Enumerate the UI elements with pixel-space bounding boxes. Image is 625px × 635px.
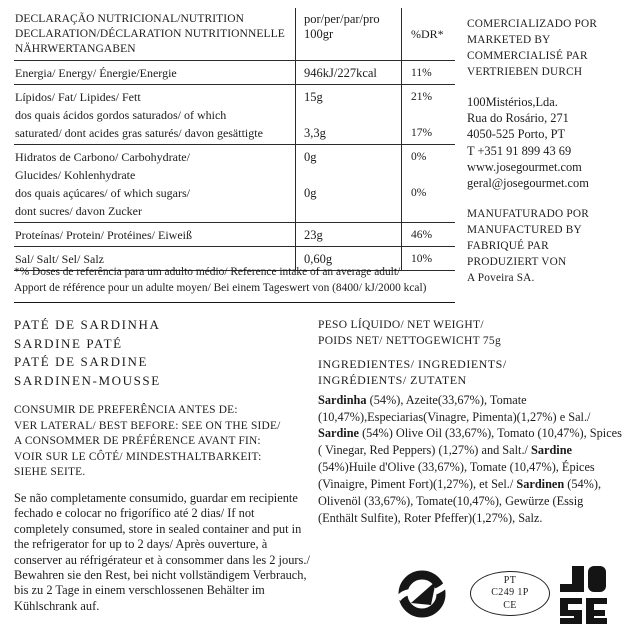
nutrient-label: Energia/ Energy/ Énergie/Energie — [15, 65, 177, 80]
net-weight: PESO LÍQUIDO/ NET WEIGHT/ POIDS NET/ NETTOGEWICHT 75g — [318, 319, 502, 347]
jose-gourmet-logo — [560, 566, 608, 624]
email: geral@josegourmet.com — [467, 176, 589, 191]
table-row-fat — [14, 85, 455, 145]
nutrient-percent: 0% 0% — [401, 145, 455, 222]
table-row-protein — [14, 223, 455, 247]
phone-number: T +351 91 899 43 69 — [467, 143, 572, 158]
nutrient-value: 946kJ/227kcal — [295, 61, 401, 84]
storage-instructions: Se não completamente consumido, guardar em recipiente fechado e colocar no frigorífico até 2 dias/ If not completely consumed, store in sealed container and put in the refrigerator for up to 2 days/ Après ouverture, à conserver au réfrigérateur et à consommer dans les 2 jours./ Bewahren sie den Rest, bei nicht vollständigem Verbrauch, bis zu 2 Tage in einem verschlossenen Behälter im Kühlschrank auf. — [14, 490, 310, 613]
ce-certification-oval — [470, 571, 550, 616]
nutrient-percent: 11% — [401, 61, 455, 84]
marketed-by-block: COMERCIALIZADO POR MARKETED BY COMMERCIALISÉ PAR VERTRIEBEN DURCH — [467, 18, 598, 78]
per-100g-header: por/per/par/pro 100gr — [295, 8, 401, 60]
nutrient-label: Lípidos/ Fat/ Lipides/ Fett dos quais ácidos gordos saturados/ of which saturated/ dont acides gras saturés/ davon gesättigte — [15, 89, 263, 140]
company-name: 100Mistérios,Lda. — [467, 95, 558, 109]
manufacturer-name: A Poveira SA. — [467, 272, 535, 285]
nutrition-table-header — [14, 8, 455, 61]
nutrient-percent: 10% — [401, 247, 455, 270]
nutrient-percent: 21% 17% — [401, 85, 455, 144]
company-info-column — [467, 16, 622, 286]
nutrient-percent: 46% — [401, 223, 455, 246]
nutrient-label: Proteínas/ Protein/ Protéines/ Eiweiß — [15, 227, 192, 242]
nutrient-value: 15g 3,3g — [295, 85, 401, 144]
nutrient-value: 23g — [295, 223, 401, 246]
street-address: Rua do Rosário, 271 — [467, 111, 569, 126]
product-info-column — [14, 316, 312, 614]
manufactured-by-block: MANUFATURADO POR MANUFACTURED BY FABRIQUÉ PAR PRODUZIERT VON A Poveira SA. — [467, 206, 622, 286]
certification-country: PT — [503, 575, 517, 587]
nutrient-value: 0,60g — [295, 247, 401, 270]
ingredients-heading: INGREDIENTES/ INGREDIENTS/ INGRÉDIENTS/ ZUTATEN — [318, 356, 507, 388]
reference-intake-footnote: *% Doses de referência para um adulto médio/ Reference intake of an average adult/ Apport de référence pour un adulte moyen/ Bei einem Tageswert von (8400/ kJ/2000 kcal) — [14, 266, 427, 294]
ingredients-column — [318, 318, 622, 527]
postal-city: 4050-525 Porto, PT — [467, 127, 566, 142]
nutrient-label: Hidratos de Carbono/ Carbohydrate/ Glucides/ Kohlenhydrate dos quais açúcares/ of which sugars/ dont sucres/ davon Zucker — [15, 149, 190, 218]
table-row-energy — [14, 61, 455, 85]
product-title: PATÉ DE SARDINHA SARDINE PATÉ PATÉ DE SARDINE SARDINEN-MOUSSE — [14, 317, 161, 388]
green-dot-recycling-icon — [398, 570, 446, 618]
table-row-carbohydrate — [14, 145, 455, 223]
certification-code: C249 1P — [491, 587, 529, 599]
nutrition-declaration-title: DECLARAÇÃO NUTRICIONAL/NUTRITION DECLARATION/DÉCLARATION NUTRITIONNELLE NÄHRWERTANGABEN — [15, 13, 285, 55]
daily-reference-header: %DR* — [401, 8, 455, 60]
best-before-note: CONSUMIR DE PREFERÊNCIA ANTES DE: VER LATERAL/ BEST BEFORE: SEE ON THE SIDE/ A CONSOMMER DE PRÉFÉRENCE AVANT FIN: VOIR SUR LE CÔTÉ/ MINDESTHALTBARKEIT: SIEHE SEITE. — [14, 404, 281, 479]
ingredients-text: Sardinha (54%), Azeite(33,67%), Tomate (10,47%),Especiarias(Vinagre, Pimenta)(1,27%) e Sal./ Sardine (54%) Olive Oil (33,67%), Tomato (10,47%), Spices ( Vinegar, Red Peppers) (1,27%) and Salt./ Sardine (54%)Huile d'Olive (33,67%), Tomate (10,47%), Épices (Vinaigre, Piment Fort)(1,27%), et Sel./ Sardinen (54%), Olivenöl (33,67%), Tomate(10,47%), Gewürze (Essig (Enthält Sulfite), Roter Pfeffer)(1,27%), Salz. — [318, 392, 622, 525]
website: www.josegourmet.com — [467, 159, 582, 174]
company-address-block — [467, 94, 622, 191]
section-divider-rule — [14, 302, 455, 303]
certification-ce: CE — [503, 599, 517, 611]
nutrient-value: 0g 0g — [295, 145, 401, 222]
nutrition-table — [14, 8, 455, 271]
nutrient-label: Sal/ Salt/ Sel/ Salz — [15, 251, 104, 266]
